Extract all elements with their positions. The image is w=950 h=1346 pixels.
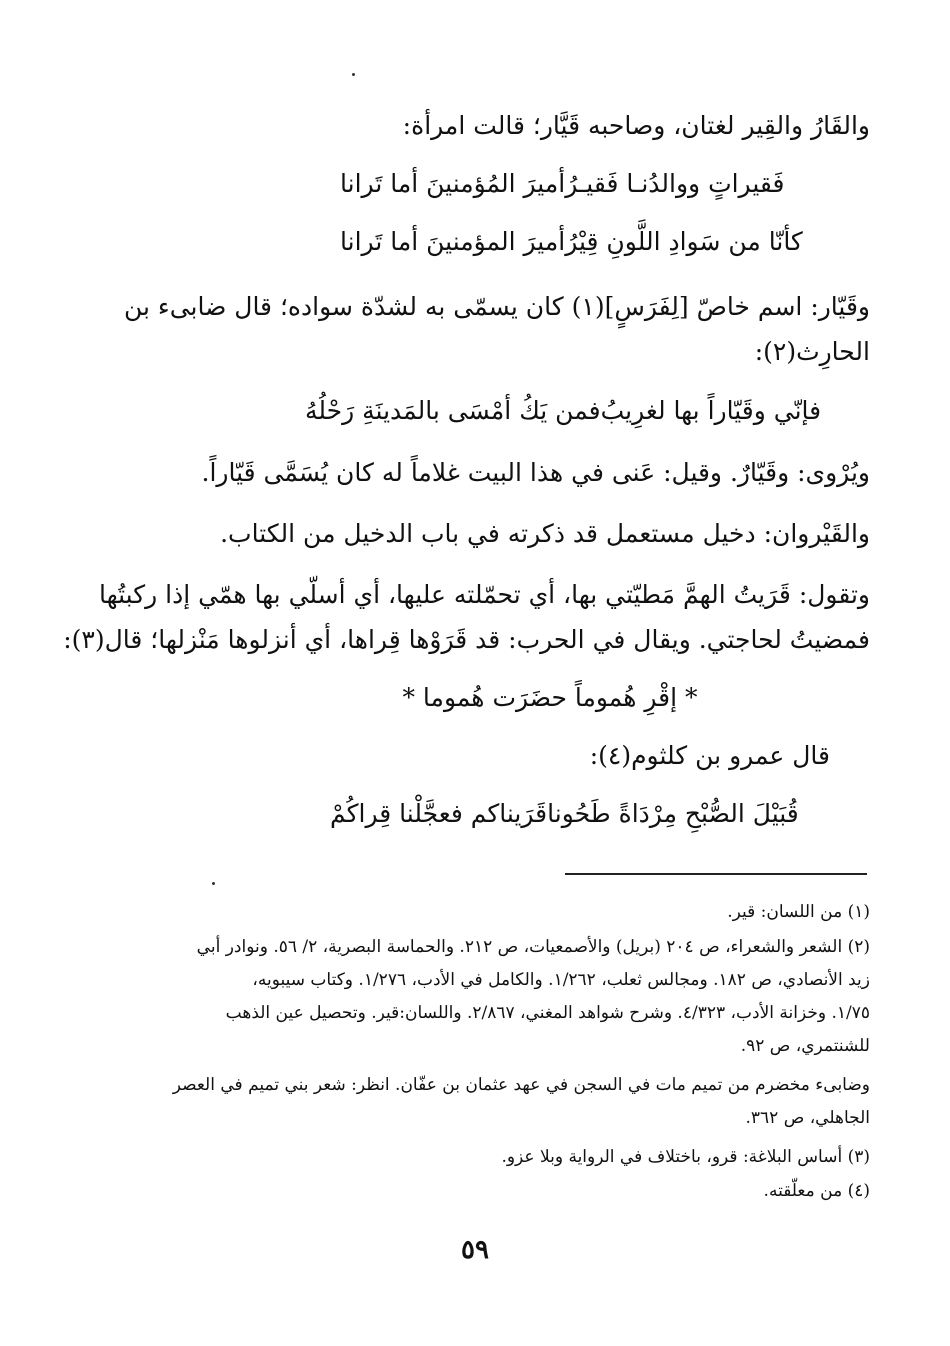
footnote-2-note: وضابىء مخضرم من تميم مات في السجن في عهد عثمان بن عفّان. انظر: شعر بني تميم في العصر [172, 1075, 870, 1095]
verse-hemistich-second: فَقيراتٍ ووالدُنـا فَقيـرُ [565, 169, 785, 198]
paragraph-amr: قال عمرو بن كلثوم(٤): [589, 741, 830, 770]
verse-line [300, 166, 785, 202]
verse-hemistich-first: أميرَ المؤمنينَ أما تَرانا [340, 227, 566, 256]
footnote-2-note: الجاهلي، ص ٣٦٢. [745, 1108, 870, 1128]
page-speck [352, 73, 355, 76]
page-speck [212, 882, 215, 885]
verse-hemistich-first: فمن يَكُ أمْسَى بالمَدينَةِ رَحْلُهُ [305, 396, 601, 425]
footnote-2-line: للشنتمري، ص ٩٢. [740, 1036, 870, 1056]
footnote-3: (٣) أساس البلاغة: قرو، باختلاف في الرواية وبلا عزو. [501, 1147, 870, 1167]
paragraph-taqul-line1: وتقول: قَرَيتُ الهمَّ مَطيّتي بها، أي تحمّلته عليها، أي أسلّي بها همّي إذا ركبتُها [98, 580, 870, 609]
verse-hemistich-second: كأنّا من سَوادِ اللَّونِ قِيْرُ [565, 227, 803, 256]
page-number: ٥٩ [461, 1235, 489, 1265]
footnote-2-line: (٢) الشعر والشعراء، ص ٢٠٤ (بريل) والأصمعيات، ص ٢١٢. والحماسة البصرية، ٢/ ٥٦. ونوادر أبي [196, 937, 870, 957]
paragraph-qar: والقَارُ والقِير لغتان، وصاحبه قَيَّار؛ قالت امرأة: [402, 111, 870, 140]
footnote-2-line: زيد الأنصادي، ص ١٨٢. ومجالس ثعلب، ١/٢٦٢. والكامل في الأدب، ١/٢٧٦. وكتاب سيبويه، [252, 970, 870, 990]
verse-hemistich-single: * إقْرِ هُموماً حضَرَت هُموما * [402, 683, 698, 712]
verse-line [265, 393, 822, 429]
verse-hemistich-second: قُبَيْلَ الصُّبْحِ مِرْدَاةً طَحُونا [547, 799, 799, 828]
footnote-1: (١) من اللسان: قير. [727, 902, 870, 922]
verse-line [290, 796, 799, 832]
verse-line [300, 224, 803, 260]
footnote-2-line: ١/٧٥. وخزانة الأدب، ٤/٣٢٣. وشرح شواهد المغني، ٢/٨٦٧. واللسان:قير. وتحصيل عين الذهب [225, 1003, 870, 1023]
paragraph-qayyar-line2: الحارِث(٢): [754, 337, 870, 366]
verse-hemistich-first: قَرَيناكم فعجَّلْنا قِراكُمْ [330, 799, 548, 828]
footnote-4: (٤) من معلّقته. [763, 1181, 870, 1201]
paragraph-taqul-line2: فمضيتُ لحاجتي. ويقال في الحرب: قد قَرَوْها قِراها، أي أنزلوها مَنْزلها؛ قال(٣): [63, 625, 870, 654]
verse-hemistich-first: أميرَ المُؤمنينَ أما تَرانا [340, 169, 566, 198]
verse-hemistich-second: فإنّي وقَيّاراً بها لغرِيبُ [600, 396, 822, 425]
paragraph-qayrawan: والقَيْروان: دخيل مستعمل قد ذكرته في باب الدخيل من الكتاب. [220, 519, 870, 548]
paragraph-yurwa: ويُرْوى: وقَيّارٌ. وقيل: عَنى في هذا البيت غلاماً له كان يُسَمَّى قَيّاراً. [201, 458, 870, 487]
footnote-divider [565, 873, 867, 875]
paragraph-qayyar-line1: وقَيّار: اسم خاصّ [لِفَرَسٍ](١) كان يسمّى به لشدّة سواده؛ قال ضابىء بن [124, 292, 870, 321]
